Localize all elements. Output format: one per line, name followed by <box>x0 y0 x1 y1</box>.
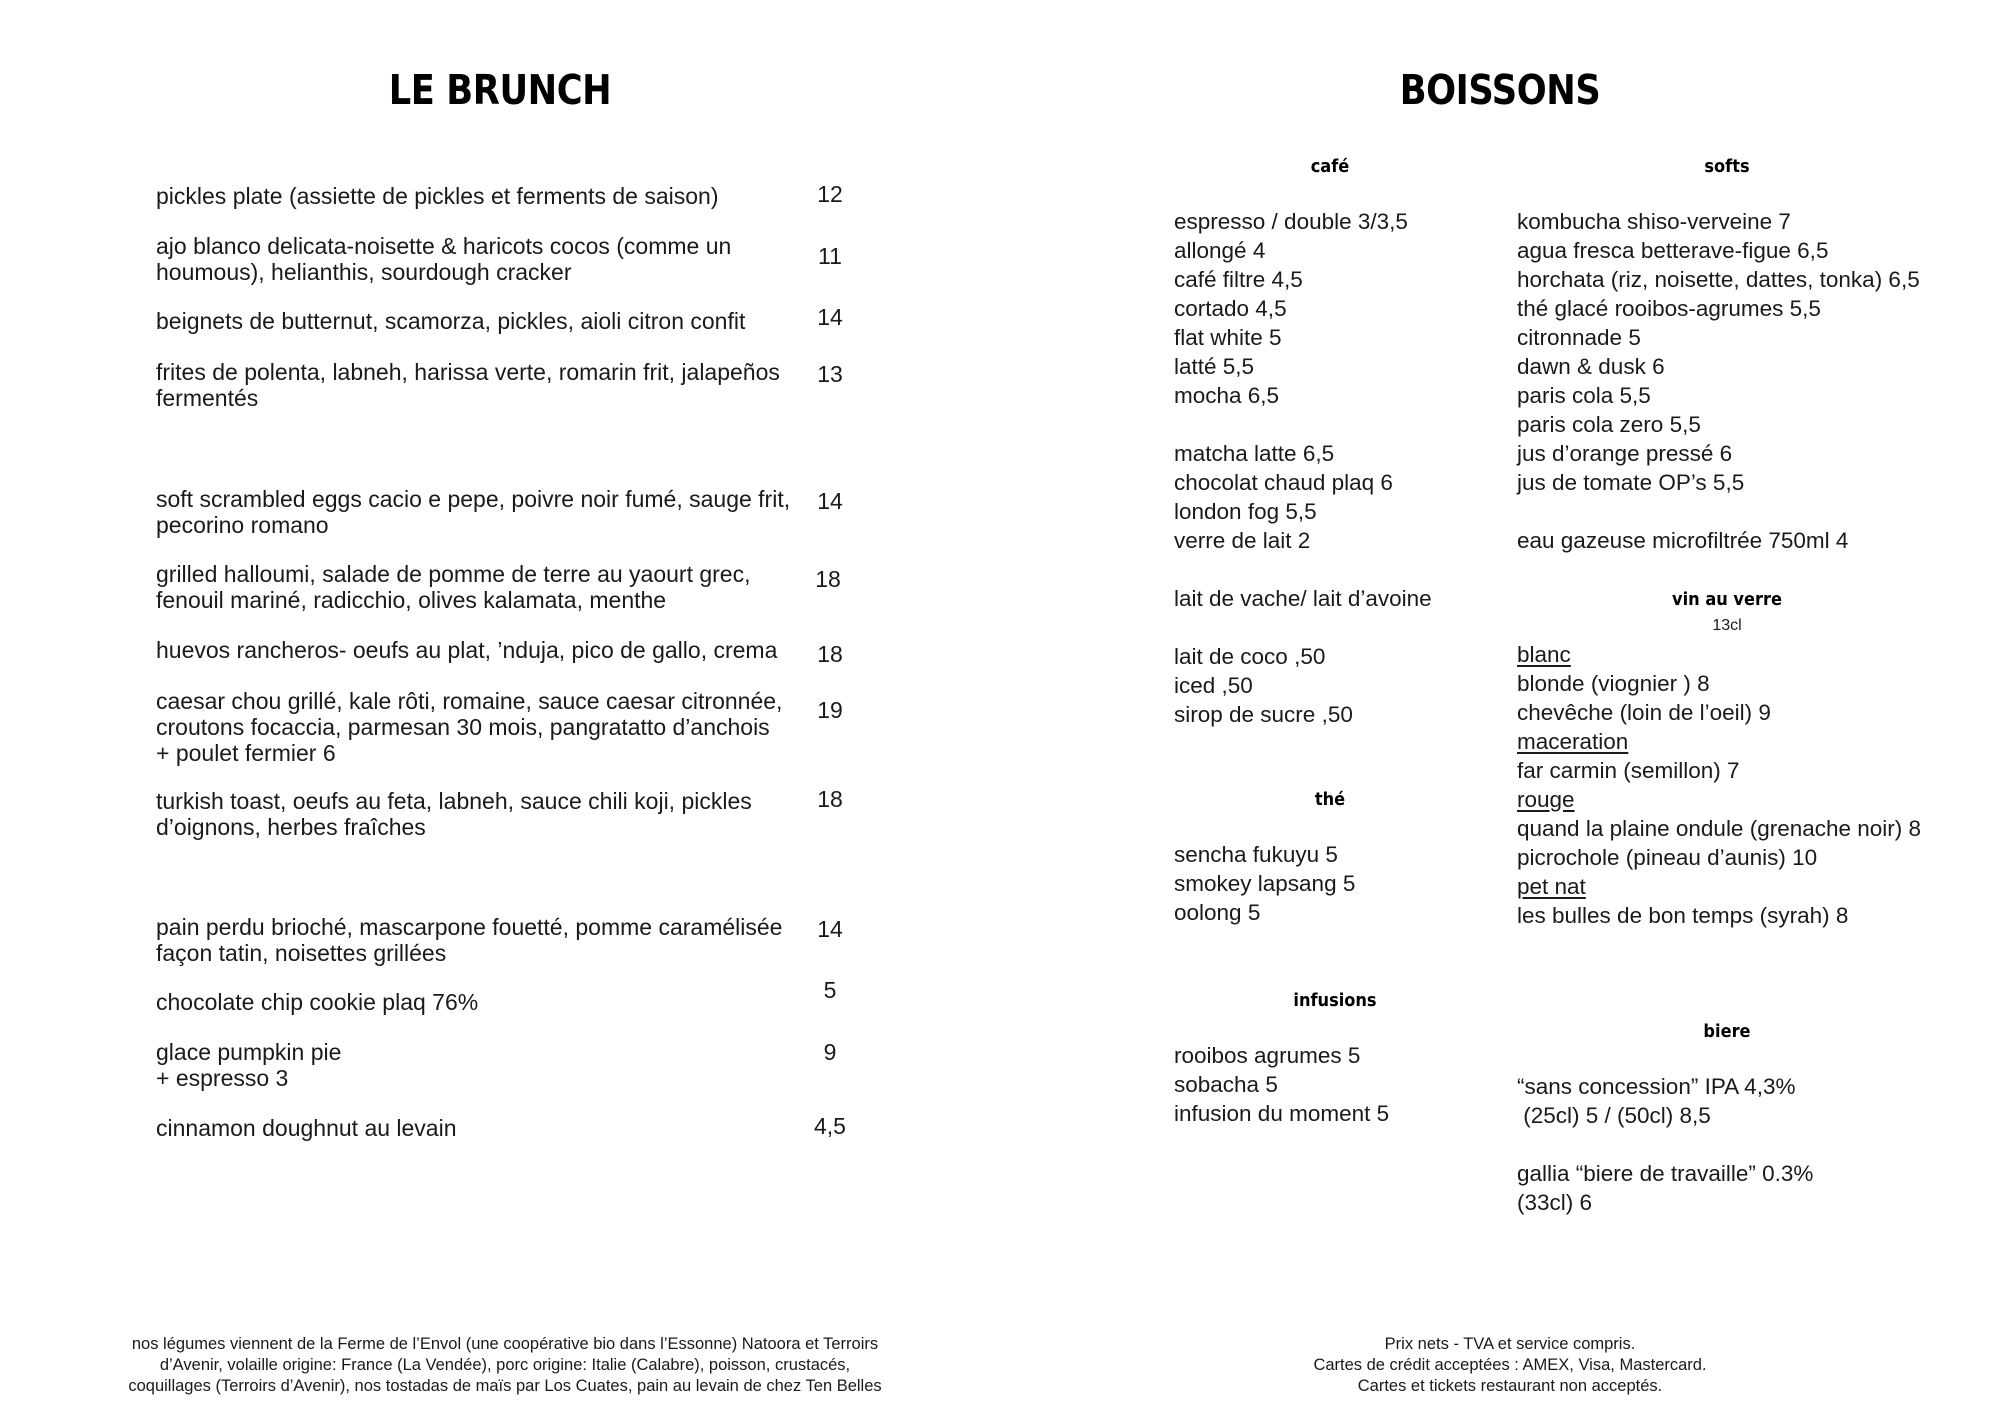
menu-item-text: soft scrambled eggs cacio e pepe, poivre noir fumé, sauge frit, pecorino romano <box>156 486 791 538</box>
drink-line: oolong 5 <box>1174 900 1261 925</box>
drink-line: sencha fukuyu 5 <box>1174 842 1338 867</box>
drink-line: paris cola 5,5 <box>1517 383 1651 408</box>
drink-line: verre de lait 2 <box>1174 528 1311 553</box>
menu-item-price: 5 <box>823 977 837 1003</box>
menu-item-price: 19 <box>817 697 843 723</box>
menu-item-price: 4,5 <box>814 1113 846 1139</box>
infusions-list <box>1174 1041 1504 1128</box>
menu-item-price: 14 <box>817 304 843 330</box>
drink-line: horchata (riz, noisette, dattes, tonka) 6,5 <box>1517 267 1920 292</box>
vin-serving-size: 13cl <box>1712 617 1742 634</box>
infusions-heading: infusions <box>1293 990 1377 1011</box>
drink-line: quand la plaine ondule (grenache noir) 8 <box>1517 816 1922 841</box>
drink-line: picrochole (pineau d’aunis) 10 <box>1517 845 1818 870</box>
brunch-title: LE BRUNCH <box>388 66 612 114</box>
the-heading: thé <box>1314 789 1346 810</box>
drink-line: flat white 5 <box>1174 325 1282 350</box>
drink-line: lait de coco ,50 <box>1174 644 1326 669</box>
pricing-line: Cartes et tickets restaurant non acceptés. <box>1357 1377 1663 1395</box>
drink-line: rooibos agrumes 5 <box>1174 1043 1361 1068</box>
menu-item-text: glace pumpkin pie <box>156 1039 342 1065</box>
menu-item-text: turkish toast, oeufs au feta, labneh, sauce chili koji, pickles d’oignons, herbes fraîches <box>156 788 752 840</box>
drink-line: mocha 6,5 <box>1174 383 1280 408</box>
drink-line: kombucha shiso-verveine 7 <box>1517 209 1791 234</box>
pricing-line: Cartes de crédit acceptées : AMEX, Visa, Mastercard. <box>1313 1356 1707 1374</box>
drink-line: far carmin (semillon) 7 <box>1517 758 1740 783</box>
vin-heading: vin au verre <box>1672 589 1782 610</box>
drink-line: chevêche (loin de l’oeil) 9 <box>1517 700 1771 725</box>
menu-item-price: 13 <box>817 361 843 387</box>
cafe-list <box>1174 207 1504 729</box>
menu-item-price: 11 <box>818 243 842 269</box>
boissons-title: BOISSONS <box>1399 66 1601 114</box>
menu-item-text: beignets de butternut, scamorza, pickles, aioli citron confit <box>156 308 746 334</box>
drink-line: les bulles de bon temps (syrah) 8 <box>1517 903 1849 928</box>
drink-line: jus d’orange pressé 6 <box>1517 441 1733 466</box>
drink-line: cortado 4,5 <box>1174 296 1287 321</box>
menu-item-price: 12 <box>817 181 843 207</box>
menu-item-addon: + poulet fermier 6 <box>156 740 336 766</box>
drink-line: smokey lapsang 5 <box>1174 871 1356 896</box>
drink-line: lait de vache/ lait d’avoine <box>1174 586 1432 611</box>
menu-item-text: huevos rancheros- oeufs au plat, ’nduja, pico de gallo, crema <box>156 637 778 663</box>
wine-category: rouge <box>1517 787 1575 812</box>
drink-line: london fog 5,5 <box>1174 499 1317 524</box>
softs-heading: softs <box>1704 156 1750 177</box>
drink-line: sirop de sucre ,50 <box>1174 702 1353 727</box>
drink-line: chocolat chaud plaq 6 <box>1174 470 1393 495</box>
menu-item-text: cinnamon doughnut au levain <box>156 1115 457 1141</box>
drink-line: paris cola zero 5,5 <box>1517 412 1701 437</box>
drink-line: dawn & dusk 6 <box>1517 354 1665 379</box>
biere-heading: biere <box>1703 1021 1751 1042</box>
menu-item-price: 18 <box>817 786 843 812</box>
pricing-note <box>1260 1334 1760 1397</box>
drink-line: infusion du moment 5 <box>1174 1101 1390 1126</box>
wine-category: blanc <box>1517 642 1571 667</box>
menu-item-price: 18 <box>817 641 843 667</box>
menu-item-text: caesar chou grillé, kale rôti, romaine, sauce caesar citronnée, croutons focaccia, parmesan 30 mois, pangratatto d’anchois <box>156 688 783 740</box>
drink-line: espresso / double 3/3,5 <box>1174 209 1408 234</box>
cafe-heading: café <box>1310 156 1350 177</box>
drink-line: thé glacé rooibos-agrumes 5,5 <box>1517 296 1821 321</box>
drink-line: agua fresca betterave-figue 6,5 <box>1517 238 1829 263</box>
menu-item-text: pain perdu brioché, mascarpone fouetté, pomme caramélisée façon tatin, noisettes grillées <box>156 914 783 966</box>
menu-item-text: frites de polenta, labneh, harissa verte, romarin frit, jalapeños fermentés <box>156 359 780 411</box>
drink-line: gallia “biere de travaille” 0.3% <box>1517 1161 1814 1186</box>
sourcing-line: coquillages (Terroirs d’Avenir), nos tostadas de maïs par Los Cuates, pain au levain de chez Ten Belles <box>128 1377 882 1395</box>
the-list <box>1174 840 1504 927</box>
menu-item-price: 14 <box>817 916 843 942</box>
biere-list <box>1517 1072 1937 1217</box>
wine-category: pet nat <box>1517 874 1586 899</box>
drink-line: “sans concession” IPA 4,3% <box>1517 1074 1796 1099</box>
vin-list <box>1517 640 1937 930</box>
drink-line: blonde (viognier ) 8 <box>1517 671 1710 696</box>
drink-line: matcha latte 6,5 <box>1174 441 1335 466</box>
drink-line: (33cl) 6 <box>1517 1190 1593 1215</box>
menu-item-price: 18 <box>815 566 841 592</box>
menu-item-text: grilled halloumi, salade de pomme de terre au yaourt grec, fenouil mariné, radicchio, olives kalamata, menthe <box>156 561 751 613</box>
drink-line: iced ,50 <box>1174 673 1253 698</box>
sourcing-line: d’Avenir, volaille origine: France (La Vendée), porc origine: Italie (Calabre), poisson, crustacés, <box>159 1356 851 1374</box>
drink-line: citronnade 5 <box>1517 325 1641 350</box>
drink-line: café filtre 4,5 <box>1174 267 1303 292</box>
menu-item-price: 14 <box>817 488 843 514</box>
pricing-line: Prix nets - TVA et service compris. <box>1384 1335 1636 1353</box>
softs-list <box>1517 207 1937 555</box>
menu-item-text: chocolate chip cookie plaq 76% <box>156 989 479 1015</box>
menu-item-text: ajo blanco delicata-noisette & haricots cocos (comme un houmous), helianthis, sourdough cracker <box>156 233 732 285</box>
drink-line: (25cl) 5 / (50cl) 8,5 <box>1517 1103 1711 1128</box>
menu-item-price: 9 <box>823 1039 837 1065</box>
drink-line: allongé 4 <box>1174 238 1266 263</box>
drink-line: jus de tomate OP’s 5,5 <box>1517 470 1745 495</box>
drink-line: eau gazeuse microfiltrée 750ml 4 <box>1517 528 1849 553</box>
sourcing-line: nos légumes viennent de la Ferme de l’Envol (une coopérative bio dans l’Essonne) Natoora et Terroirs <box>131 1335 879 1353</box>
wine-category: maceration <box>1517 729 1629 754</box>
menu-item-text: pickles plate (assiette de pickles et ferments de saison) <box>156 183 719 209</box>
drink-line: latté 5,5 <box>1174 354 1255 379</box>
sourcing-note <box>90 1334 920 1397</box>
menu-item-addon: + espresso 3 <box>156 1065 289 1091</box>
drink-line: sobacha 5 <box>1174 1072 1278 1097</box>
